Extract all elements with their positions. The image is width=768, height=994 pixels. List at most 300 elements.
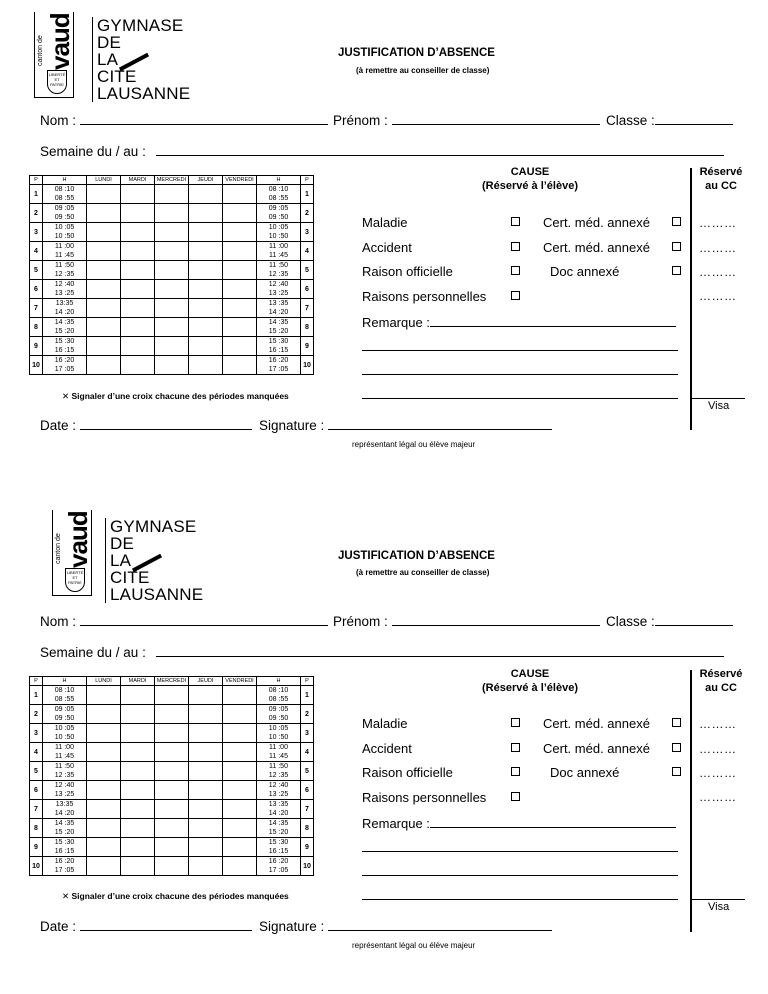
period-time: 16 :20 17 :05 xyxy=(257,857,301,876)
period-time: 09 :05 09 :50 xyxy=(257,705,301,724)
maladie-checkbox[interactable] xyxy=(511,718,520,727)
cause-heading: CAUSE (Réservé à l’élève) xyxy=(481,668,578,694)
cert-med-checkbox[interactable] xyxy=(672,743,681,752)
period-time: 15 :30 16 :15 xyxy=(43,337,87,356)
day-cell-jeudi[interactable] xyxy=(189,337,223,356)
day-cell-jeudi[interactable] xyxy=(189,185,223,204)
day-cell-vendredi[interactable] xyxy=(223,705,257,724)
form-subtitle: (à remettre au conseiller de classe) xyxy=(356,568,490,577)
remarque-line[interactable] xyxy=(362,374,678,375)
table-row xyxy=(30,242,314,261)
day-cell-mardi[interactable] xyxy=(121,261,155,280)
period-time: 11 :00 11 :45 xyxy=(257,743,301,762)
raisons-personnelles-checkbox[interactable] xyxy=(511,291,520,300)
col-header: VENDREDI xyxy=(223,176,257,185)
form-title: JUSTIFICATION D’ABSENCE xyxy=(338,47,495,59)
day-cell-vendredi[interactable] xyxy=(223,686,257,705)
period-time: 14 :35 15 :20 xyxy=(43,318,87,337)
period-number: 9 xyxy=(30,838,43,857)
day-cell-mercredi[interactable] xyxy=(155,242,189,261)
col-header: MARDI xyxy=(121,176,155,185)
shield-icon: LIBERTÉ ET PATRIE xyxy=(47,70,67,94)
period-number: 2 xyxy=(30,204,43,223)
raison-officielle-checkbox[interactable] xyxy=(511,266,520,275)
remarque-line[interactable] xyxy=(362,398,678,399)
table-row xyxy=(30,819,314,838)
day-cell-jeudi[interactable] xyxy=(189,242,223,261)
col-header: H xyxy=(43,176,87,185)
day-cell-mardi[interactable] xyxy=(121,819,155,838)
visa-label: Visa xyxy=(708,400,730,412)
cert-med-checkbox[interactable] xyxy=(672,217,681,226)
day-cell-mercredi[interactable] xyxy=(155,819,189,838)
day-cell-mercredi[interactable] xyxy=(155,781,189,800)
day-cell-lundi[interactable] xyxy=(87,762,121,781)
remarque-line[interactable] xyxy=(362,875,678,876)
table-row xyxy=(30,223,314,242)
period-time: 08 :10 08 :55 xyxy=(257,185,301,204)
day-cell-vendredi[interactable] xyxy=(223,242,257,261)
table-row xyxy=(30,356,314,375)
period-time: 13:35 14 :20 xyxy=(43,299,87,318)
classe-field[interactable]: Classe : xyxy=(606,613,733,629)
raison-officielle-checkbox[interactable] xyxy=(511,767,520,776)
period-number: 10 xyxy=(30,356,43,375)
canton-text: canton de xyxy=(37,35,44,66)
day-cell-jeudi[interactable] xyxy=(189,280,223,299)
cert-med-label: Cert. méd. annexé xyxy=(543,215,650,230)
cause-raison-officielle-label: Raison officielle xyxy=(362,765,453,780)
col-header: P xyxy=(30,176,43,185)
day-cell-mardi[interactable] xyxy=(121,337,155,356)
period-time: 14 :35 15 :20 xyxy=(257,819,301,838)
form-title: JUSTIFICATION D’ABSENCE xyxy=(338,550,495,562)
accident-checkbox[interactable] xyxy=(511,743,520,752)
day-cell-jeudi[interactable] xyxy=(189,857,223,876)
remarque-field[interactable]: Remarque : xyxy=(362,314,676,330)
period-time: 09 :05 09 :50 xyxy=(43,705,87,724)
period-time: 08 :10 08 :55 xyxy=(257,686,301,705)
table-row xyxy=(30,724,314,743)
day-cell-mardi[interactable] xyxy=(121,686,155,705)
period-number: 4 xyxy=(30,743,43,762)
period-time: 16 :20 17 :05 xyxy=(43,356,87,375)
col-header: LUNDI xyxy=(87,677,121,686)
period-number: 6 xyxy=(301,781,314,800)
day-cell-vendredi[interactable] xyxy=(223,356,257,375)
day-cell-mardi[interactable] xyxy=(121,781,155,800)
accident-checkbox[interactable] xyxy=(511,242,520,251)
day-cell-lundi[interactable] xyxy=(87,743,121,762)
remarque-line[interactable] xyxy=(362,851,678,852)
col-header: MERCREDI xyxy=(155,677,189,686)
period-time: 13 :35 14 :20 xyxy=(257,299,301,318)
day-cell-mardi[interactable] xyxy=(121,857,155,876)
cert-med-checkbox[interactable] xyxy=(672,718,681,727)
prenom-field[interactable]: Prénom : xyxy=(333,112,600,128)
period-time: 14 :35 15 :20 xyxy=(257,318,301,337)
visa-line xyxy=(691,899,745,900)
period-time: 12 :40 13 :25 xyxy=(257,781,301,800)
period-time: 12 :40 13 :25 xyxy=(257,280,301,299)
day-cell-mardi[interactable] xyxy=(121,204,155,223)
period-time: 10 :05 10 :50 xyxy=(257,223,301,242)
col-header: MERCREDI xyxy=(155,176,189,185)
period-number: 4 xyxy=(301,242,314,261)
day-cell-jeudi[interactable] xyxy=(189,299,223,318)
cc-dots: ……… xyxy=(699,216,737,230)
period-number: 10 xyxy=(301,356,314,375)
day-cell-vendredi[interactable] xyxy=(223,857,257,876)
nom-field[interactable]: Nom : xyxy=(40,112,328,128)
day-cell-mercredi[interactable] xyxy=(155,857,189,876)
day-cell-jeudi[interactable] xyxy=(189,762,223,781)
period-time: 11 :50 12 :35 xyxy=(43,261,87,280)
nom-field[interactable]: Nom : xyxy=(40,613,328,629)
period-number: 5 xyxy=(301,261,314,280)
day-cell-jeudi[interactable] xyxy=(189,838,223,857)
maladie-checkbox[interactable] xyxy=(511,217,520,226)
day-cell-mercredi[interactable] xyxy=(155,204,189,223)
day-cell-mercredi[interactable] xyxy=(155,261,189,280)
cc-dots: ……… xyxy=(699,742,737,756)
cert-med-label: Cert. méd. annexé xyxy=(543,741,650,756)
day-cell-lundi[interactable] xyxy=(87,819,121,838)
col-header: JEUDI xyxy=(189,677,223,686)
day-cell-mercredi[interactable] xyxy=(155,185,189,204)
period-number: 1 xyxy=(301,185,314,204)
day-cell-vendredi[interactable] xyxy=(223,337,257,356)
day-cell-lundi[interactable] xyxy=(87,337,121,356)
period-number: 5 xyxy=(301,762,314,781)
day-cell-mercredi[interactable] xyxy=(155,705,189,724)
day-cell-vendredi[interactable] xyxy=(223,743,257,762)
doc-annexe-checkbox[interactable] xyxy=(672,767,681,776)
period-number: 2 xyxy=(301,705,314,724)
cc-dots: ……… xyxy=(699,717,737,731)
periods-note: ✕ Signaler d’une croix chacune des périodes manquées xyxy=(62,891,289,901)
period-time: 11 :00 11 :45 xyxy=(43,743,87,762)
cert-med-label: Cert. méd. annexé xyxy=(543,716,650,731)
period-time: 11 :50 12 :35 xyxy=(257,762,301,781)
cert-med-checkbox[interactable] xyxy=(672,242,681,251)
col-header: VENDREDI xyxy=(223,677,257,686)
period-number: 3 xyxy=(30,223,43,242)
table-row xyxy=(30,800,314,819)
day-cell-vendredi[interactable] xyxy=(223,299,257,318)
day-cell-vendredi[interactable] xyxy=(223,800,257,819)
period-number: 4 xyxy=(30,242,43,261)
remarque-line[interactable] xyxy=(362,350,678,351)
day-cell-mercredi[interactable] xyxy=(155,299,189,318)
day-cell-vendredi[interactable] xyxy=(223,724,257,743)
period-number: 8 xyxy=(30,819,43,838)
reserve-divider xyxy=(690,168,692,430)
cause-maladie-label: Maladie xyxy=(362,716,408,731)
period-time: 11 :50 12 :35 xyxy=(43,762,87,781)
day-cell-lundi[interactable] xyxy=(87,686,121,705)
period-time: 16 :20 17 :05 xyxy=(43,857,87,876)
period-number: 3 xyxy=(301,724,314,743)
table-row xyxy=(30,762,314,781)
day-cell-mardi[interactable] xyxy=(121,743,155,762)
day-cell-vendredi[interactable] xyxy=(223,762,257,781)
day-cell-lundi[interactable] xyxy=(87,280,121,299)
school-name: GYMNASE DE LA CITE LAUSANNE xyxy=(105,518,203,603)
cause-heading: CAUSE (Réservé à l’élève) xyxy=(481,166,578,192)
form-subtitle: (à remettre au conseiller de classe) xyxy=(356,66,490,75)
day-cell-lundi[interactable] xyxy=(87,204,121,223)
signature-note: représentant légal ou élève majeur xyxy=(352,941,476,950)
day-cell-mercredi[interactable] xyxy=(155,318,189,337)
day-cell-jeudi[interactable] xyxy=(189,686,223,705)
day-cell-vendredi[interactable] xyxy=(223,280,257,299)
date-field[interactable]: Date : xyxy=(40,918,252,934)
day-cell-vendredi[interactable] xyxy=(223,819,257,838)
doc-annexe-label: Doc annexé xyxy=(550,765,620,780)
day-cell-jeudi[interactable] xyxy=(189,204,223,223)
day-cell-mercredi[interactable] xyxy=(155,743,189,762)
cc-dots: ……… xyxy=(699,289,737,303)
day-cell-mardi[interactable] xyxy=(121,762,155,781)
day-cell-jeudi[interactable] xyxy=(189,318,223,337)
day-cell-jeudi[interactable] xyxy=(189,800,223,819)
period-number: 9 xyxy=(301,337,314,356)
period-time: 13:35 14 :20 xyxy=(43,800,87,819)
day-cell-lundi[interactable] xyxy=(87,800,121,819)
day-cell-mercredi[interactable] xyxy=(155,762,189,781)
col-header: H xyxy=(257,677,301,686)
period-number: 10 xyxy=(30,857,43,876)
semaine-field[interactable]: Semaine du / au : xyxy=(40,143,724,159)
day-cell-mercredi[interactable] xyxy=(155,337,189,356)
col-header: H xyxy=(43,677,87,686)
day-cell-mardi[interactable] xyxy=(121,299,155,318)
table-row xyxy=(30,857,314,876)
day-cell-jeudi[interactable] xyxy=(189,743,223,762)
period-time: 16 :20 17 :05 xyxy=(257,356,301,375)
day-cell-vendredi[interactable] xyxy=(223,838,257,857)
day-cell-mardi[interactable] xyxy=(121,705,155,724)
signature-field[interactable]: Signature : xyxy=(259,417,552,433)
day-cell-lundi[interactable] xyxy=(87,299,121,318)
reserve-heading: Réservé au CC xyxy=(699,668,743,694)
day-cell-mardi[interactable] xyxy=(121,223,155,242)
remarque-field[interactable]: Remarque : xyxy=(362,815,676,831)
shield-icon: LIBERTÉ ET PATRIE xyxy=(65,568,85,592)
date-field[interactable]: Date : xyxy=(40,417,252,433)
reserve-heading: Réservé au CC xyxy=(699,166,743,192)
day-cell-mercredi[interactable] xyxy=(155,686,189,705)
period-number: 2 xyxy=(301,204,314,223)
day-cell-mercredi[interactable] xyxy=(155,356,189,375)
period-number: 9 xyxy=(30,337,43,356)
day-cell-lundi[interactable] xyxy=(87,857,121,876)
period-time: 15 :30 16 :15 xyxy=(257,838,301,857)
period-time: 11 :50 12 :35 xyxy=(257,261,301,280)
day-cell-jeudi[interactable] xyxy=(189,356,223,375)
day-cell-lundi[interactable] xyxy=(87,356,121,375)
day-cell-lundi[interactable] xyxy=(87,242,121,261)
reserve-divider xyxy=(690,670,692,932)
period-time: 15 :30 16 :15 xyxy=(43,838,87,857)
day-cell-mardi[interactable] xyxy=(121,185,155,204)
day-cell-mardi[interactable] xyxy=(121,838,155,857)
day-cell-vendredi[interactable] xyxy=(223,261,257,280)
periods-table[interactable] xyxy=(29,175,314,375)
table-row xyxy=(30,686,314,705)
day-cell-vendredi[interactable] xyxy=(223,318,257,337)
day-cell-jeudi[interactable] xyxy=(189,819,223,838)
cause-maladie-label: Maladie xyxy=(362,215,408,230)
visa-line xyxy=(691,398,745,399)
signature-note: représentant légal ou élève majeur xyxy=(352,440,476,449)
cc-dots: ……… xyxy=(699,241,737,255)
period-time: 08 :10 08 :55 xyxy=(43,185,87,204)
period-number: 7 xyxy=(30,800,43,819)
signature-field[interactable]: Signature : xyxy=(259,918,552,934)
table-row xyxy=(30,204,314,223)
day-cell-mercredi[interactable] xyxy=(155,223,189,242)
period-number: 2 xyxy=(30,705,43,724)
day-cell-mardi[interactable] xyxy=(121,280,155,299)
period-time: 11 :00 11 :45 xyxy=(257,242,301,261)
day-cell-lundi[interactable] xyxy=(87,724,121,743)
day-cell-lundi[interactable] xyxy=(87,318,121,337)
visa-label: Visa xyxy=(708,901,730,913)
cause-raisons-personnelles-label: Raisons personnelles xyxy=(362,790,487,805)
cc-dots: ……… xyxy=(699,265,737,279)
table-row xyxy=(30,838,314,857)
period-time: 14 :35 15 :20 xyxy=(43,819,87,838)
table-row xyxy=(30,280,314,299)
cert-med-label: Cert. méd. annexé xyxy=(543,240,650,255)
period-number: 8 xyxy=(301,318,314,337)
period-number: 6 xyxy=(30,280,43,299)
day-cell-lundi[interactable] xyxy=(87,185,121,204)
period-number: 3 xyxy=(301,223,314,242)
doc-annexe-checkbox[interactable] xyxy=(672,266,681,275)
day-cell-jeudi[interactable] xyxy=(189,705,223,724)
period-time: 08 :10 08 :55 xyxy=(43,686,87,705)
period-number: 5 xyxy=(30,261,43,280)
day-cell-jeudi[interactable] xyxy=(189,261,223,280)
table-row xyxy=(30,743,314,762)
period-number: 3 xyxy=(30,724,43,743)
period-time: 10 :05 10 :50 xyxy=(43,724,87,743)
period-time: 09 :05 09 :50 xyxy=(257,204,301,223)
cc-dots: ……… xyxy=(699,790,737,804)
col-header: MARDI xyxy=(121,677,155,686)
cause-raison-officielle-label: Raison officielle xyxy=(362,264,453,279)
periods-note: ✕ Signaler d’une croix chacune des périodes manquées xyxy=(62,391,289,401)
table-row xyxy=(30,299,314,318)
day-cell-jeudi[interactable] xyxy=(189,724,223,743)
col-header: LUNDI xyxy=(87,176,121,185)
period-number: 9 xyxy=(301,838,314,857)
vaud-text: vaud xyxy=(63,511,93,568)
period-time: 12 :40 13 :25 xyxy=(43,280,87,299)
classe-field[interactable]: Classe : xyxy=(606,112,733,128)
period-time: 13 :35 14 :20 xyxy=(257,800,301,819)
col-header: H xyxy=(257,176,301,185)
table-row xyxy=(30,781,314,800)
table-row xyxy=(30,705,314,724)
day-cell-vendredi[interactable] xyxy=(223,204,257,223)
day-cell-lundi[interactable] xyxy=(87,223,121,242)
table-row xyxy=(30,261,314,280)
absence-form-2 xyxy=(0,505,768,994)
period-time: 10 :05 10 :50 xyxy=(257,724,301,743)
period-time: 11 :00 11 :45 xyxy=(43,242,87,261)
period-number: 1 xyxy=(301,686,314,705)
period-number: 10 xyxy=(301,857,314,876)
day-cell-mardi[interactable] xyxy=(121,356,155,375)
period-time: 09 :05 09 :50 xyxy=(43,204,87,223)
period-number: 6 xyxy=(30,781,43,800)
table-row xyxy=(30,337,314,356)
day-cell-mercredi[interactable] xyxy=(155,724,189,743)
period-time: 10 :05 10 :50 xyxy=(43,223,87,242)
day-cell-vendredi[interactable] xyxy=(223,781,257,800)
day-cell-lundi[interactable] xyxy=(87,705,121,724)
remarque-line[interactable] xyxy=(362,899,678,900)
period-number: 1 xyxy=(30,686,43,705)
day-cell-jeudi[interactable] xyxy=(189,223,223,242)
day-cell-mercredi[interactable] xyxy=(155,800,189,819)
day-cell-lundi[interactable] xyxy=(87,838,121,857)
day-cell-mardi[interactable] xyxy=(121,242,155,261)
day-cell-mardi[interactable] xyxy=(121,724,155,743)
raisons-personnelles-checkbox[interactable] xyxy=(511,792,520,801)
cause-accident-label: Accident xyxy=(362,240,412,255)
day-cell-lundi[interactable] xyxy=(87,261,121,280)
cause-accident-label: Accident xyxy=(362,741,412,756)
day-cell-mercredi[interactable] xyxy=(155,838,189,857)
period-number: 5 xyxy=(30,762,43,781)
period-number: 8 xyxy=(30,318,43,337)
period-number: 4 xyxy=(301,743,314,762)
period-time: 12 :40 13 :25 xyxy=(43,781,87,800)
day-cell-mardi[interactable] xyxy=(121,318,155,337)
prenom-field[interactable]: Prénom : xyxy=(333,613,600,629)
canton-text: canton de xyxy=(55,533,62,564)
period-number: 1 xyxy=(30,185,43,204)
semaine-field[interactable]: Semaine du / au : xyxy=(40,644,724,660)
day-cell-mardi[interactable] xyxy=(121,800,155,819)
period-number: 6 xyxy=(301,280,314,299)
period-number: 7 xyxy=(30,299,43,318)
cc-dots: ……… xyxy=(699,766,737,780)
day-cell-jeudi[interactable] xyxy=(189,781,223,800)
day-cell-vendredi[interactable] xyxy=(223,185,257,204)
periods-table[interactable] xyxy=(29,676,314,876)
period-time: 15 :30 16 :15 xyxy=(257,337,301,356)
table-row xyxy=(30,185,314,204)
col-header: JEUDI xyxy=(189,176,223,185)
period-number: 7 xyxy=(301,299,314,318)
period-number: 7 xyxy=(301,800,314,819)
day-cell-mercredi[interactable] xyxy=(155,280,189,299)
cause-raisons-personnelles-label: Raisons personnelles xyxy=(362,289,487,304)
vaud-text: vaud xyxy=(45,13,75,70)
col-header: P xyxy=(30,677,43,686)
col-header: P xyxy=(301,176,314,185)
table-row xyxy=(30,318,314,337)
day-cell-lundi[interactable] xyxy=(87,781,121,800)
day-cell-vendredi[interactable] xyxy=(223,223,257,242)
col-header: P xyxy=(301,677,314,686)
